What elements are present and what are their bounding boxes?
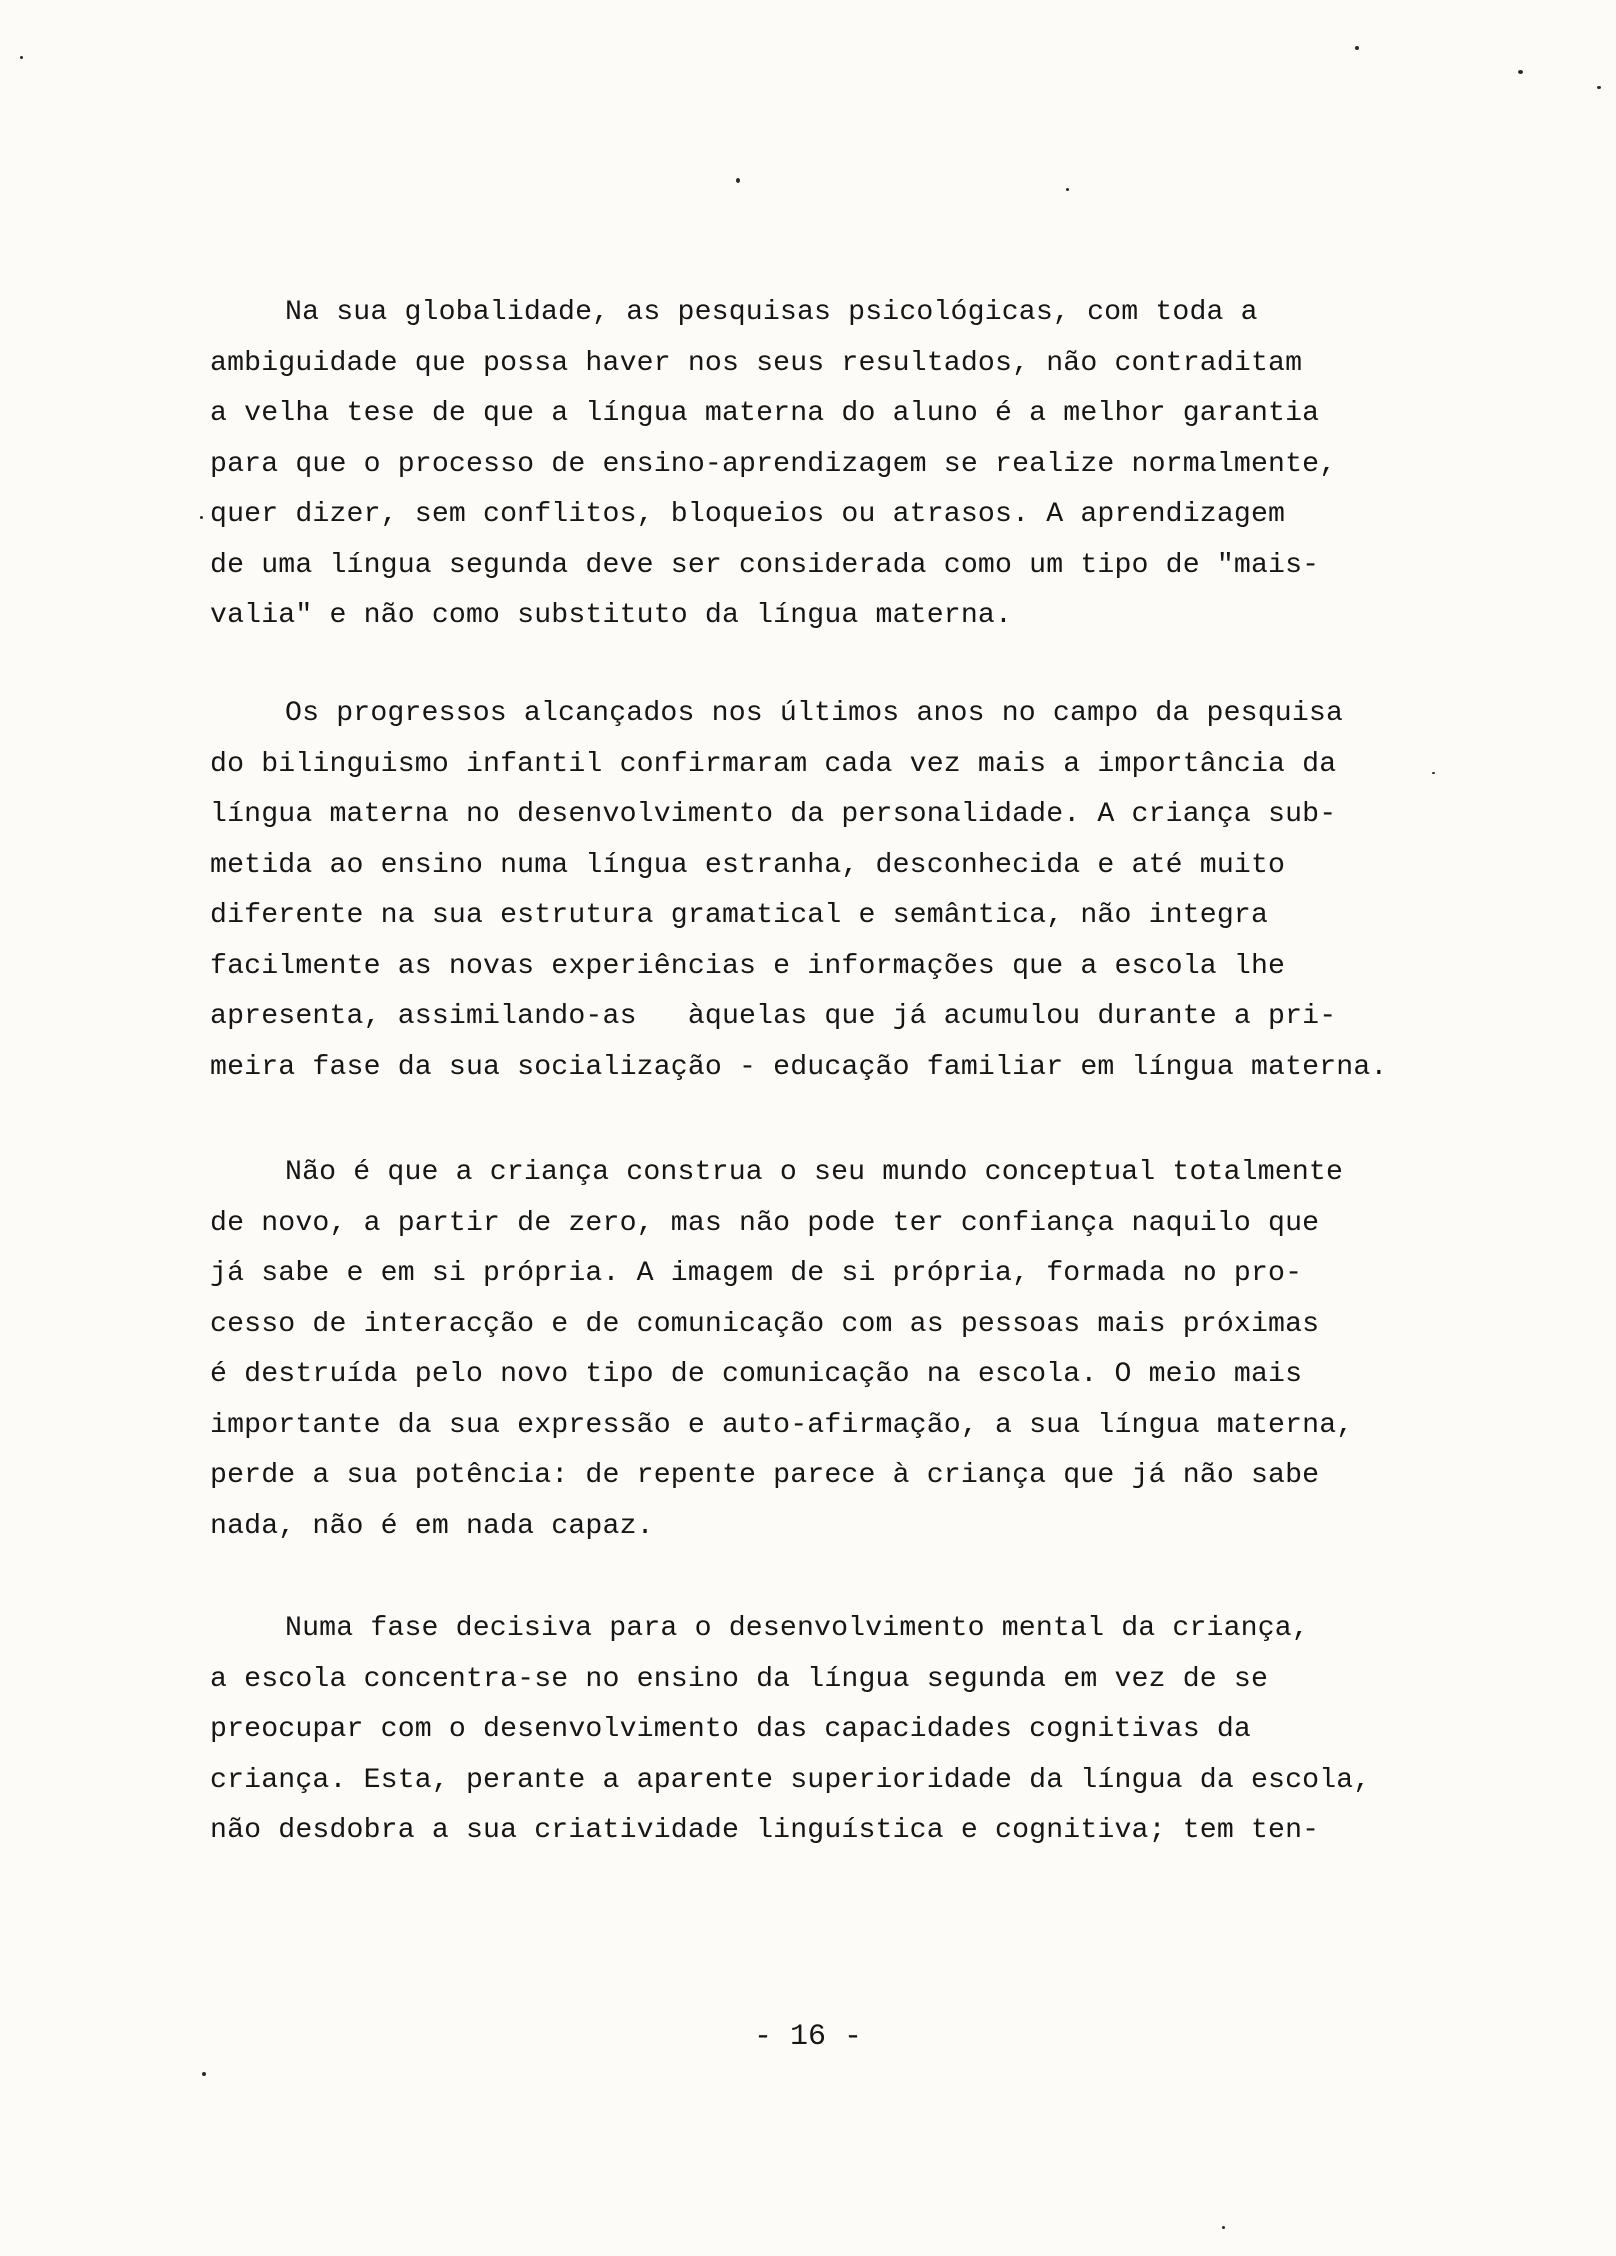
text-line: quer dizer, sem conflitos, bloqueios ou atrasos. A aprendizagem <box>210 499 1286 530</box>
text-line: do bilinguismo infantil confirmaram cada vez mais a importância da <box>210 748 1337 780</box>
scan-speck <box>1222 2226 1225 2229</box>
text-line: metida ao ensino numa língua estranha, desconhecida e até muito <box>210 849 1286 881</box>
text-line: de novo, a partir de zero, mas não pode ter confiança naquilo que <box>210 1207 1320 1239</box>
text-line: já sabe e em si própria. A imagem de si própria, formada no pro- <box>210 1258 1303 1289</box>
text-line: ambiguidade que possa haver nos seus resultados, não contraditam <box>210 347 1303 379</box>
text-line: de uma língua segunda deve ser considerada como um tipo de "mais- <box>210 549 1320 581</box>
text-line: perde a sua potência: de repente parece à criança que já não sabe <box>210 1460 1320 1491</box>
scan-speck <box>20 56 23 59</box>
scan-speck <box>202 2072 206 2076</box>
scan-speck <box>200 516 203 519</box>
scan-speck <box>1597 86 1601 89</box>
scan-speck <box>736 178 740 183</box>
text-line: criança. Esta, perante a aparente superioridade da língua da escola, <box>210 1764 1371 1796</box>
text-line: Numa fase decisiva para o desenvolvimento mental da criança, <box>285 1613 1309 1644</box>
paragraph-1 <box>210 288 1450 642</box>
text-line: Na sua globalidade, as pesquisas psicológicas, com toda a <box>285 297 1258 328</box>
text-line: não desdobra a sua criatividade linguística e cognitiva; tem ten- <box>210 1815 1320 1846</box>
text-line: a velha tese de que a língua materna do aluno é a melhor garantia <box>210 398 1320 429</box>
paragraph-4 <box>210 1604 1450 1857</box>
scan-speck <box>1355 46 1359 50</box>
text-line: é destruída pelo novo tipo de comunicação na escola. O meio mais <box>210 1359 1303 1390</box>
text-line: nada, não é em nada capaz. <box>210 1510 654 1542</box>
paragraph-2 <box>210 689 1450 1093</box>
text-line: facilmente as novas experiências e informações que a escola lhe <box>210 950 1286 982</box>
text-line: preocupar com o desenvolvimento das capacidades cognitivas da <box>210 1714 1251 1745</box>
text-line: Não é que a criança construa o seu mundo conceptual totalmente <box>285 1157 1344 1188</box>
scan-speck <box>1518 70 1523 74</box>
text-line: valia" e não como substituto da língua materna. <box>210 600 1013 631</box>
text-line: diferente na sua estrutura gramatical e semântica, não integra <box>210 900 1269 931</box>
text-line: a escola concentra-se no ensino da língua segunda em vez de se <box>210 1663 1269 1695</box>
scan-speck <box>1066 188 1069 191</box>
paragraph-3 <box>210 1148 1450 1552</box>
text-line: cesso de interacção e de comunicação com as pessoas mais próximas <box>210 1308 1320 1340</box>
text-line: meira fase da sua socialização - educação familiar em língua materna. <box>210 1051 1388 1083</box>
text-line: importante da sua expressão e auto-afirmação, a sua língua materna, <box>210 1409 1354 1441</box>
text-line: para que o processo de ensino-aprendizagem se realize normalmente, <box>210 448 1337 480</box>
text-line: apresenta, assimilando-as àquelas que já acumulou durante a pri- <box>210 1001 1337 1032</box>
page-number: - 16 - <box>753 2020 863 2054</box>
text-line: língua materna no desenvolvimento da personalidade. A criança sub- <box>210 799 1337 830</box>
text-line: Os progressos alcançados nos últimos anos no campo da pesquisa <box>285 698 1344 729</box>
